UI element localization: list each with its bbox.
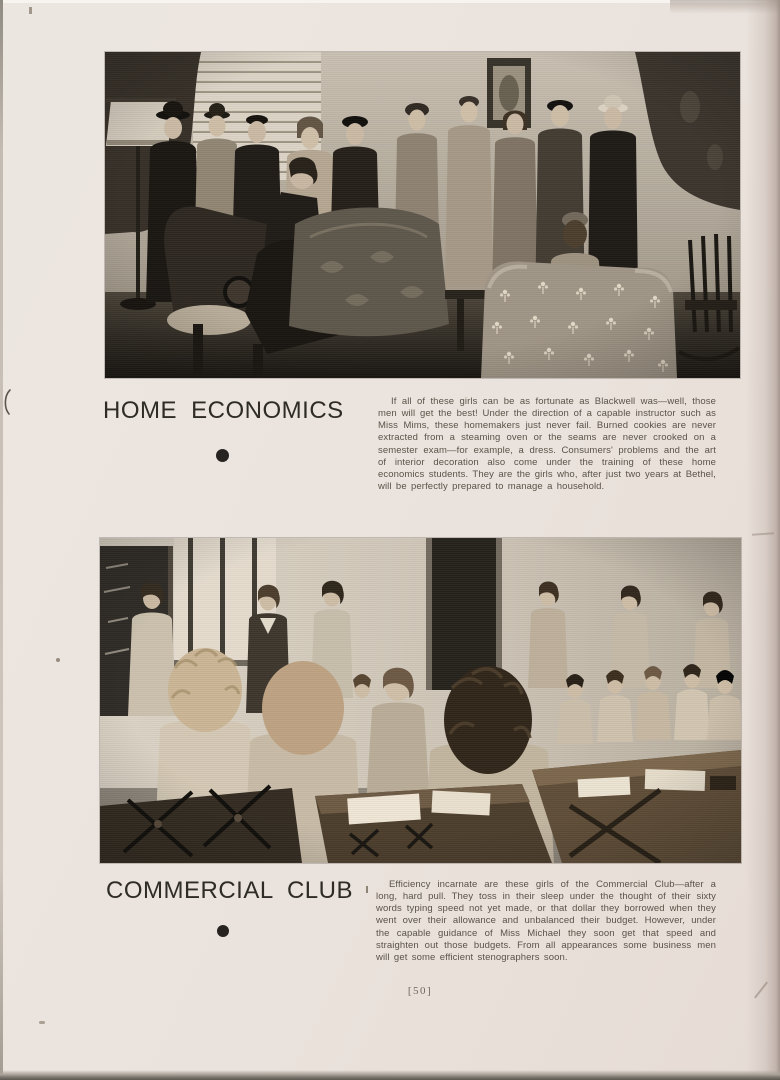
photo-vignette — [105, 52, 740, 378]
section-bullet-icon — [216, 449, 229, 462]
scan-edge-top — [0, 0, 780, 3]
dust-speck — [39, 1021, 45, 1024]
home-economics-photo — [105, 52, 740, 378]
living-room-scene — [105, 52, 740, 378]
scan-edge-right — [746, 0, 780, 1080]
section-title-commercial-club: COMMERCIAL CLUB — [106, 877, 353, 904]
scratch-mark — [754, 982, 768, 999]
classroom-scene — [100, 538, 741, 863]
dust-speck — [29, 7, 32, 14]
home-economics-body-text: If all of these girls can be as fortunate as Blackwell was—well, those men will get the best! Under the direction of a capable instructor such as Miss Mims, these homemakers just never fail. Burned cookies are never extracted from a steaming oven or the seams are never crooked on a semester exam—for example, a dress. Consumers' problems and the art of interior decoration also come under the training of these home economics students. They are the girls who, after just two years at Bethel, will be perfectly prepared to manage a household. — [378, 396, 716, 493]
commercial-club-photo — [100, 538, 741, 863]
photo-vignette — [100, 538, 741, 863]
page-number: [50] — [407, 985, 433, 997]
scan-edge-bottom — [0, 1070, 780, 1080]
dust-speck — [56, 658, 60, 662]
section-title-home-economics: HOME ECONOMICS — [103, 397, 344, 424]
commercial-club-body-text: Efficiency incarnate are these girls of the Commercial Club—after a long, hard pull. They toss in their sleep under the thought of their sixty words typing speed not yet made, or that dollar they borrowed when they went over their allowance and unbalanced their budget. However, under the capable guidance of Miss Michael they soon get that speed and straighten out those budgets. From all appearances some business men will get some efficient stenographers soon. — [376, 879, 716, 963]
section-bullet-icon — [217, 925, 229, 937]
scan-edge-left — [0, 0, 3, 1080]
scan-corner-shadow — [670, 0, 780, 14]
pen-mark — [1, 388, 13, 416]
scratch-mark — [752, 532, 774, 536]
ink-speck — [366, 886, 368, 893]
